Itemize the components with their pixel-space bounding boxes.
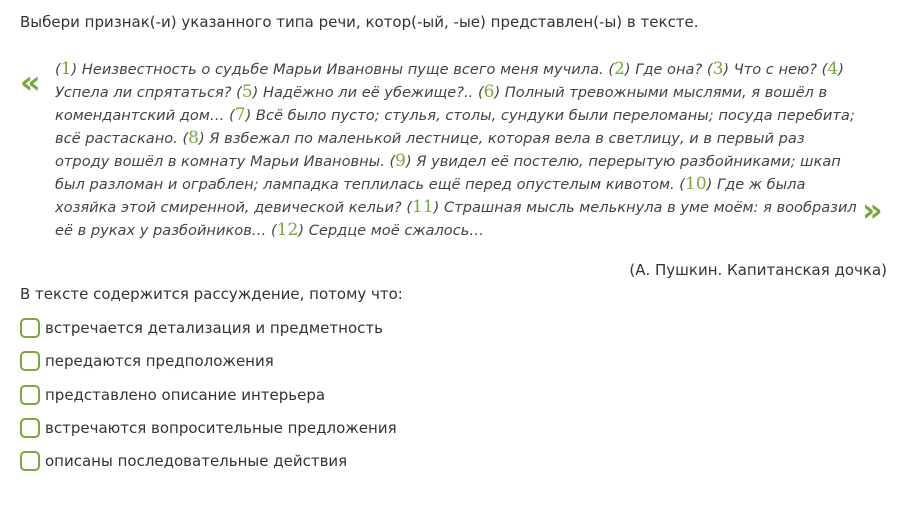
answer-option-2[interactable]	[20, 350, 397, 383]
answer-option-5[interactable]	[20, 450, 397, 483]
sentence-6: (6) Полный тревожными мыслями, я вошёл в комендантский дом…	[55, 82, 828, 124]
sentence-number: 7	[234, 105, 246, 125]
close-quote-mark: »	[862, 191, 883, 229]
question-text: В тексте содержится рассуждение, потому что:	[20, 285, 403, 303]
sentence-11: (11) Страшная мысль мелькнула в уме моём: я вообразил её в руках у разбойников…	[55, 197, 857, 239]
checkbox[interactable]	[20, 385, 40, 405]
sentence-text: Где ж была хозяйка этой смиренной, девической кельи?	[55, 176, 806, 216]
sentence-number: 6	[483, 82, 495, 102]
sentence-number: 9	[395, 151, 406, 171]
option-label: описаны последовательные действия	[45, 452, 348, 471]
sentence-12: (12) Сердце моё сжалось…	[271, 220, 484, 240]
sentence-1: (1) Неизвестность о судьбе Марьи Ивановны пуще всего меня мучила.	[55, 59, 609, 79]
passage-text	[55, 58, 861, 242]
sentence-number: 3	[712, 59, 724, 79]
sentence-text: Полный тревожными мыслями, я вошёл в комендантский дом…	[55, 84, 828, 124]
sentence-4: (4) Успела ли спрятаться?	[55, 59, 844, 101]
sentence-number: 4	[827, 59, 839, 79]
answer-options	[20, 317, 397, 483]
sentence-text: Где она?	[630, 61, 707, 78]
option-label: встречается детализация и предметность	[45, 319, 383, 337]
sentence-10: (10) Где ж была хозяйка этой смиренной, девической кельи?	[55, 174, 806, 216]
sentence-text: Что с нею?	[729, 61, 822, 78]
option-label: встречаются вопросительные предложения	[45, 418, 397, 437]
sentence-3: (3) Что с нею?	[706, 59, 822, 79]
sentence-9: (9) Я увидел её постелю, перерытую разбойниками; шкап был разломан и ограблен; лампадка теплилась ещё перед опустелым кивотом.	[55, 151, 841, 193]
sentence-text: Всё было пусто; стулья, столы, сундуки были переломаны; посуда перебита; всё растаскано.	[55, 107, 855, 147]
answer-option-3[interactable]	[20, 384, 397, 417]
sentence-number: 1	[60, 59, 72, 79]
checkbox[interactable]	[20, 318, 40, 338]
sentence-5: (5) Надёжно ли её убежище?..	[236, 82, 478, 102]
sentence-number: 8	[188, 128, 199, 148]
answer-option-4[interactable]	[20, 417, 397, 450]
sentence-text: Страшная мысль мелькнула в уме моём: я вообразил её в руках у разбойников…	[55, 199, 857, 239]
option-label: представлено описание интерьера	[45, 385, 326, 404]
sentence-text: Неизвестность о судьбе Марьи Ивановны пуще всего меня мучила.	[77, 61, 609, 78]
checkbox[interactable]	[20, 351, 40, 371]
checkbox[interactable]	[20, 418, 40, 438]
sentence-text: Сердце моё сжалось…	[304, 222, 484, 239]
sentence-7: (7) Всё было пусто; стулья, столы, сундуки были переломаны; посуда перебита; всё растаскано.	[55, 105, 855, 147]
open-quote-mark: «	[20, 63, 41, 101]
source-attribution: (А. Пушкин. Капитанская дочка)	[629, 261, 887, 279]
sentence-text: Надёжно ли её убежище?..	[258, 84, 478, 101]
sentence-number: 2	[614, 59, 625, 79]
checkbox[interactable]	[20, 451, 40, 471]
sentence-number: 10	[685, 174, 707, 194]
option-label: передаются предположения	[45, 352, 274, 371]
instruction-text: Выбери признак(-и) указанного типа речи, котор(-ый, -ые) представлен(-ы) в тексте.	[20, 13, 699, 31]
sentence-8: (8) Я взбежал по маленькой лестнице, которая вела в светлицу, и в первый раз отроду вошёл в комнату Марьи Ивановны.	[55, 128, 805, 170]
answer-option-1[interactable]	[20, 317, 397, 350]
sentence-number: 5	[241, 82, 253, 102]
sentence-text: Я увидел её постелю, перерытую разбойниками; шкап был разломан и ограблен; лампадка теплилась ещё перед опустелым кивотом.	[55, 153, 841, 193]
sentence-2: (2) Где она?	[608, 59, 707, 79]
sentence-number: 12	[276, 220, 299, 240]
sentence-text: Я взбежал по маленькой лестнице, которая вела в светлицу, и в первый раз отроду вошёл в комнату Марьи Ивановны.	[55, 130, 805, 170]
sentence-text: Успела ли спрятаться?	[55, 84, 237, 101]
sentence-number: 11	[412, 197, 434, 217]
